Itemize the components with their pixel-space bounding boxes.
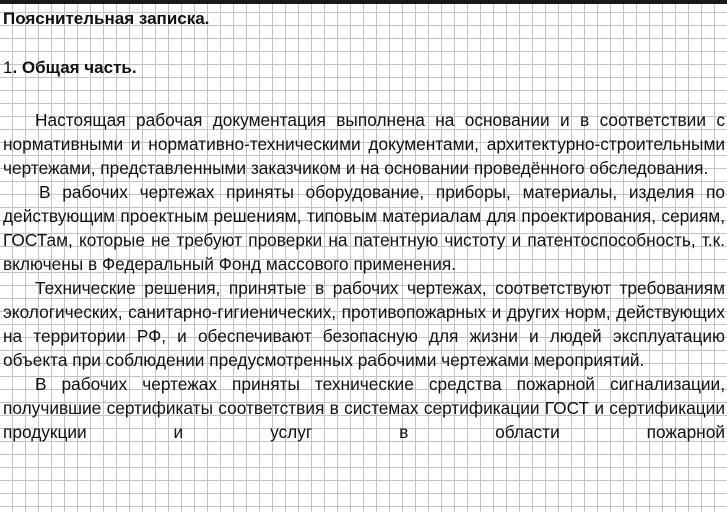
body-text [3,108,725,444]
section-heading [3,57,137,79]
top-border [0,0,727,4]
paragraph-equipment: В рабочих чертежах приняты оборудование, приборы, материалы, изделия по действующим проектным решениям, типовым материалам для проектирования, сериям, ГОСТам, которые не требуют проверки на патентную чистоту и патентоспособность, т.к. включены в Федеральный Фонд массового применения. [3,182,725,274]
paragraph-fire-alarm: В рабочих чертежах приняты технические средства пожарной сигнализации, получившие сертификаты соответствия в системах сертификации ГОСТ и сертификации продукции и услуг в области пожарной [3,374,725,442]
section-title: . Общая часть. [12,58,137,77]
paragraph-compliance: Технические решения, принятые в рабочих чертежах, соответствуют требованиям экологических, санитарно-гигиенических, противопожарных и других норм, действующих на территории РФ, и обеспечивают безопасную для жизни и людей эксплуатацию объекта при соблюдении предусмотренных рабочими чертежами мероприятий. [3,278,725,370]
document-title: Пояснительная записка. [3,9,210,28]
paragraph-basis: Настоящая рабочая документация выполнена на основании и в соответствии с нормативными и нормативно-техническими документами, архитектурно-строительными чертежами, представленными заказчиком и на основании проведённого обследования. [3,110,725,178]
section-number: 1 [3,58,13,77]
